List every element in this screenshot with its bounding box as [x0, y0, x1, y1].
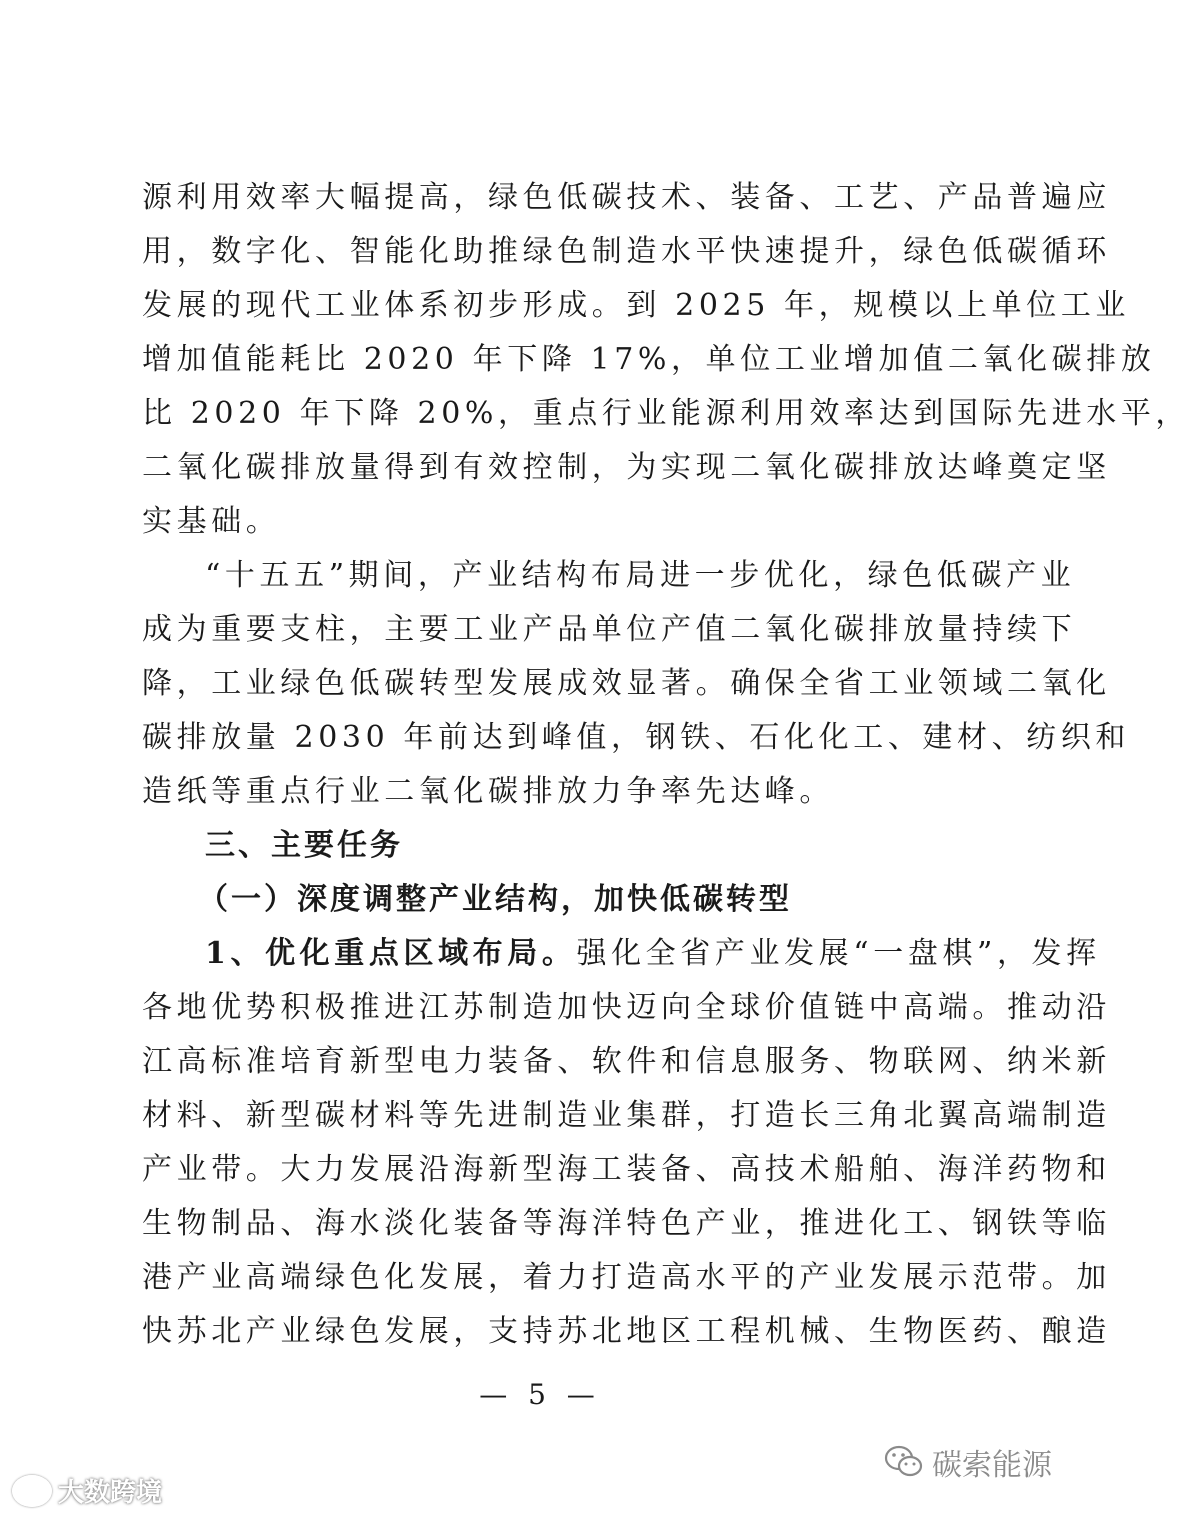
watermark-right-text: 碳索能源 — [932, 1448, 1052, 1483]
watermark-right — [884, 1440, 1052, 1484]
text-line: 快苏北产业绿色发展，支持苏北地区工程机械、生物医药、酿造 — [142, 1314, 1111, 1349]
text-line: 实基础。 — [142, 504, 281, 539]
watermark-logo-icon — [12, 1475, 52, 1507]
wechat-icon — [884, 1445, 924, 1479]
watermark-left-text: 大数跨境 — [58, 1478, 163, 1508]
text-line: 江高标准培育新型电力装备、软件和信息服务、物联网、纳米新 — [142, 1044, 1111, 1079]
item-lead: 1、优化重点区域布局。 — [205, 936, 577, 971]
watermark-left — [12, 1472, 162, 1509]
text-line: 港产业高端绿色化发展，着力打造高水平的产业发展示范带。加 — [142, 1260, 1111, 1295]
section-heading: 三、主要任务 — [205, 828, 403, 863]
text-line: 产业带。大力发展沿海新型海工装备、高技术船舶、海洋药物和 — [142, 1152, 1111, 1187]
text-line: 发展的现代工业体系初步形成。到 2025 年，规模以上单位工业 — [142, 288, 1131, 323]
text-line: 比 2020 年下降 20%，重点行业能源利用效率达到国际先进水平， — [142, 396, 1190, 431]
text-line — [205, 934, 1101, 974]
text-line: 成为重要支柱，主要工业产品单位产值二氧化碳排放量持续下 — [142, 612, 1077, 647]
sub-heading: （一）深度调整产业结构，加快低碳转型 — [198, 882, 792, 917]
text-line: 源利用效率大幅提高，绿色低碳技术、装备、工艺、产品普遍应 — [142, 180, 1111, 215]
page-number: — 5 — — [479, 1378, 601, 1411]
text-line: 各地优势积极推进江苏制造加快迈向全球价值链中高端。推动沿 — [142, 990, 1111, 1025]
text-line: 生物制品、海水淡化装备等海洋特色产业，推进化工、钢铁等临 — [142, 1206, 1111, 1241]
text-line: 增加值能耗比 2020 年下降 17%，单位工业增加值二氧化碳排放 — [142, 342, 1156, 377]
text-line: 用，数字化、智能化助推绿色制造水平快速提升，绿色低碳循环 — [142, 234, 1111, 269]
text-line: 碳排放量 2030 年前达到峰值，钢铁、石化化工、建材、纺织和 — [142, 720, 1131, 755]
text-line: “十五五”期间，产业结构布局进一步优化，绿色低碳产业 — [205, 558, 1076, 593]
item-text: 强化全省产业发展“一盘棋”，发挥 — [576, 936, 1101, 971]
text-line: 降，工业绿色低碳转型发展成效显著。确保全省工业领域二氧化 — [142, 666, 1111, 701]
text-line: 造纸等重点行业二氧化碳排放力争率先达峰。 — [142, 774, 834, 809]
text-line: 二氧化碳排放量得到有效控制，为实现二氧化碳排放达峰奠定坚 — [142, 450, 1111, 485]
text-line: 材料、新型碳材料等先进制造业集群，打造长三角北翼高端制造 — [142, 1098, 1111, 1133]
